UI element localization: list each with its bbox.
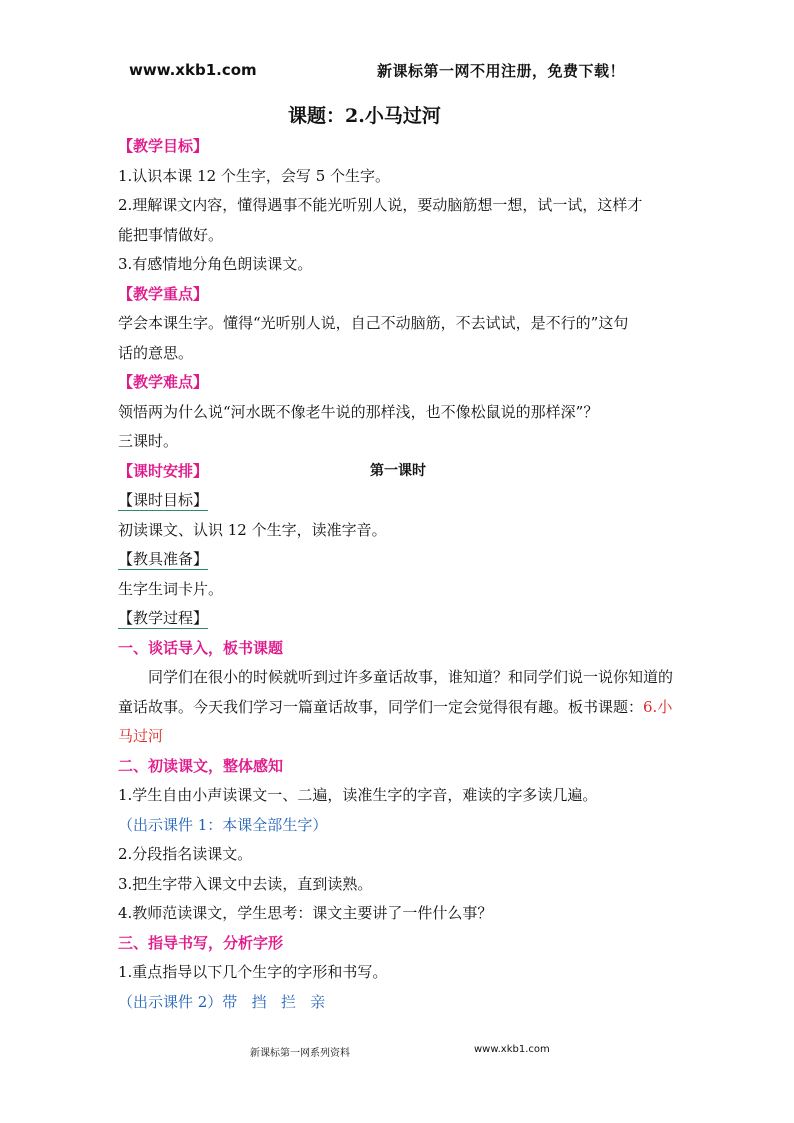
step-2-courseware-note: （出示课件 1：本课全部生字） [118,815,328,834]
goal-2-line-1: 2.理解课文内容，懂得遇事不能光听别人说，要动脑筋想一想，试一试，这样才 [118,196,643,214]
document-body [118,132,678,1017]
goals-heading: 【教学目标】 [118,137,209,155]
step-1-board-title: 6.小马过河 [118,697,673,745]
hours-text: 三课时。 [118,432,179,450]
lesson-title: 课题：2.小马过河 [288,105,441,127]
goal-2-line-2: 能把事情做好。 [118,225,224,244]
step-3-heading: 三、指导书写，分析字形 [118,933,284,952]
step-3-courseware-note: （出示课件 2）带 挡 拦 亲 [118,992,326,1011]
header-slogan: 新课标第一网不用注册，免费下载！ [377,62,626,80]
step-2-item-4: 4.教师范读课文，学生思考：课文主要讲了一件什么事？ [118,904,493,922]
step-1-paragraph [118,663,678,752]
header-site-url[interactable]: www.xkb1.com [129,61,257,79]
step-2-item-3: 3.把生字带入课文中去读，直到读熟。 [118,874,373,893]
process-heading: 【教学过程】 [118,609,209,627]
step-2-item-2: 2.分段指名读课文。 [118,845,253,863]
schedule-heading: 【课时安排】 [118,461,209,480]
footer-series-label: 新课标第一网系列资料 [250,1048,350,1059]
lesson-goal-heading: 【课时目标】 [118,491,209,509]
footer-site-url[interactable]: www.xkb1.com [474,1044,550,1055]
step-1-heading: 一、谈话导入，板书课题 [118,638,284,657]
lesson-goal-text: 初读课文、认识 12 个生字，读准字音。 [118,520,387,539]
prep-text: 生字生词卡片。 [118,579,224,598]
goal-1: 1.认识本课 12 个生字，会写 5 个生字。 [118,166,391,185]
key-points-heading: 【教学重点】 [118,284,209,303]
step-2-heading: 二、初读课文，整体感知 [118,756,284,775]
goal-3: 3.有感情地分角色朗读课文。 [118,255,313,273]
key-points-line-1: 学会本课生字。懂得“光听别人说，自己不动脑筋，不去试试，是不行的”这句 [118,314,629,332]
lesson-number-title: 第一课时 [370,462,426,479]
step-1-text: 同学们在很小的时候就听到过许多童话故事，谁知道？和同学们说一说你知道的童话故事。今天我们学习一篇童话故事，同学们一定会觉得很有趣。板书课题： [118,668,674,716]
key-points-line-2: 话的意思。 [118,343,194,362]
step-2-item-1: 1.学生自由小声读课文一、二遍，读准生字的字音，难读的字多读几遍。 [118,786,598,804]
difficulty-text: 领悟两为什么说“河水既不像老牛说的那样浅，也不像松鼠说的那样深”？ [118,402,599,421]
difficulty-heading: 【教学难点】 [118,373,209,391]
prep-heading: 【教具准备】 [118,550,209,568]
step-3-item-1: 1.重点指导以下几个生字的字形和书写。 [118,963,388,981]
